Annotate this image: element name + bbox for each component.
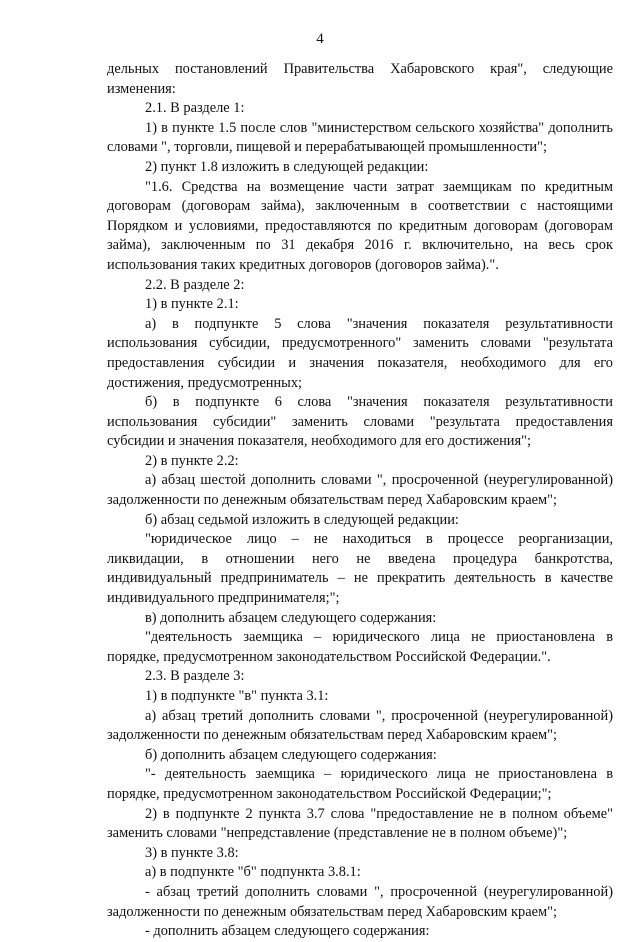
paragraph-4: 2) пункт 1.8 изложить в следующей редакции: [145,158,429,175]
paragraph-17: 1) в подпункте "в" пункта 3.1: [145,688,329,704]
paragraph-9: б) в подпункте 6 слова "значения показателя результативности использования субсидии" заменить словами "результата предоставления субсидии и значения показателя, необходимого для его достижения"; [107,394,613,450]
paragraph-16: 2.3. В разделе 3: [145,668,245,685]
paragraph-14: в) дополнить абзацем следующего содержания: [145,609,437,626]
paragraph-20: "- деятельность заемщика – юридического лица не приостановлена в порядке, предусмотренном законодательством Российской Федерации;"; [107,766,613,802]
page-number: 4 [316,31,324,47]
paragraph-11: а) абзац шестой дополнить словами ", просроченной (неурегулированной) задолженности по денежным обязательствам перед Хабаровским краем"; [107,472,613,509]
paragraph-7: 1) в пункте 2.1: [145,296,239,313]
paragraph-1: дельных постановлений Правительства Хабаровского края", следующие изменения: [107,61,613,97]
paragraph-10: 2) в пункте 2.2: [145,452,239,469]
paragraph-8: а) в подпункте 5 слова "значения показателя результативности использования субсидии, предусмотренного" заменить словами "результата предоставления субсидии и значения показателя, необходимого для его достижения, предусмотренных; [107,315,613,391]
paragraph-5: "1.6. Средства на возмещение части затрат заемщикам по кредитным договорам (договорам займа), заключенным в соответствии с настоящими Порядком и условиями, предоставляются по кредитным договорам (договорам займа), заключенным по 31 декабря 2016 г. включительно, на весь срок использования таких кредитных договоров (договоров займа).". [107,178,613,273]
paragraph-18: а) абзац третий дополнить словами ", просроченной (неурегулированной) задолженности по денежным обязательствам перед Хабаровским краем"; [107,707,613,744]
paragraph-25: - дополнить абзацем следующего содержания: [145,923,430,940]
paragraph-23: а) в подпункте "б" подпункта 3.8.1: [145,864,361,881]
paragraph-2: 2.1. В разделе 1: [145,100,245,117]
paragraph-12: б) абзац седьмой изложить в следующей редакции: [145,511,459,528]
paragraph-22: 3) в пункте 3.8: [145,844,239,861]
paragraph-15: "деятельность заемщика – юридического лица не приостановлена в порядке, предусмотренном законодательством Российской Федерации.". [107,629,613,665]
document-body [107,60,613,942]
paragraph-21: 2) в подпункте 2 пункта 3.7 слова "предоставление не в полном объеме" заменить словами "непредставление (представление не в полном объеме)"; [107,805,613,842]
paragraph-3: 1) в пункте 1.5 после слов "министерством сельского хозяйства" дополнить словами ", торговли, пищевой и перерабатывающей промышленности"; [107,119,613,156]
paragraph-19: б) дополнить абзацем следующего содержания: [145,746,437,763]
paragraph-24: - абзац третий дополнить словами ", просроченной (неурегулированной) задолженности по денежным обязательствам перед Хабаровским краем"; [107,883,613,920]
paragraph-13: "юридическое лицо – не находиться в процессе реорганизации, ликвидации, в отношении него не введена процедура банкротства, индивидуальный предприниматель – не прекратить деятельность в качестве индивидуального предпринимателя;"; [107,531,613,607]
paragraph-6: 2.2. В разделе 2: [145,276,245,293]
